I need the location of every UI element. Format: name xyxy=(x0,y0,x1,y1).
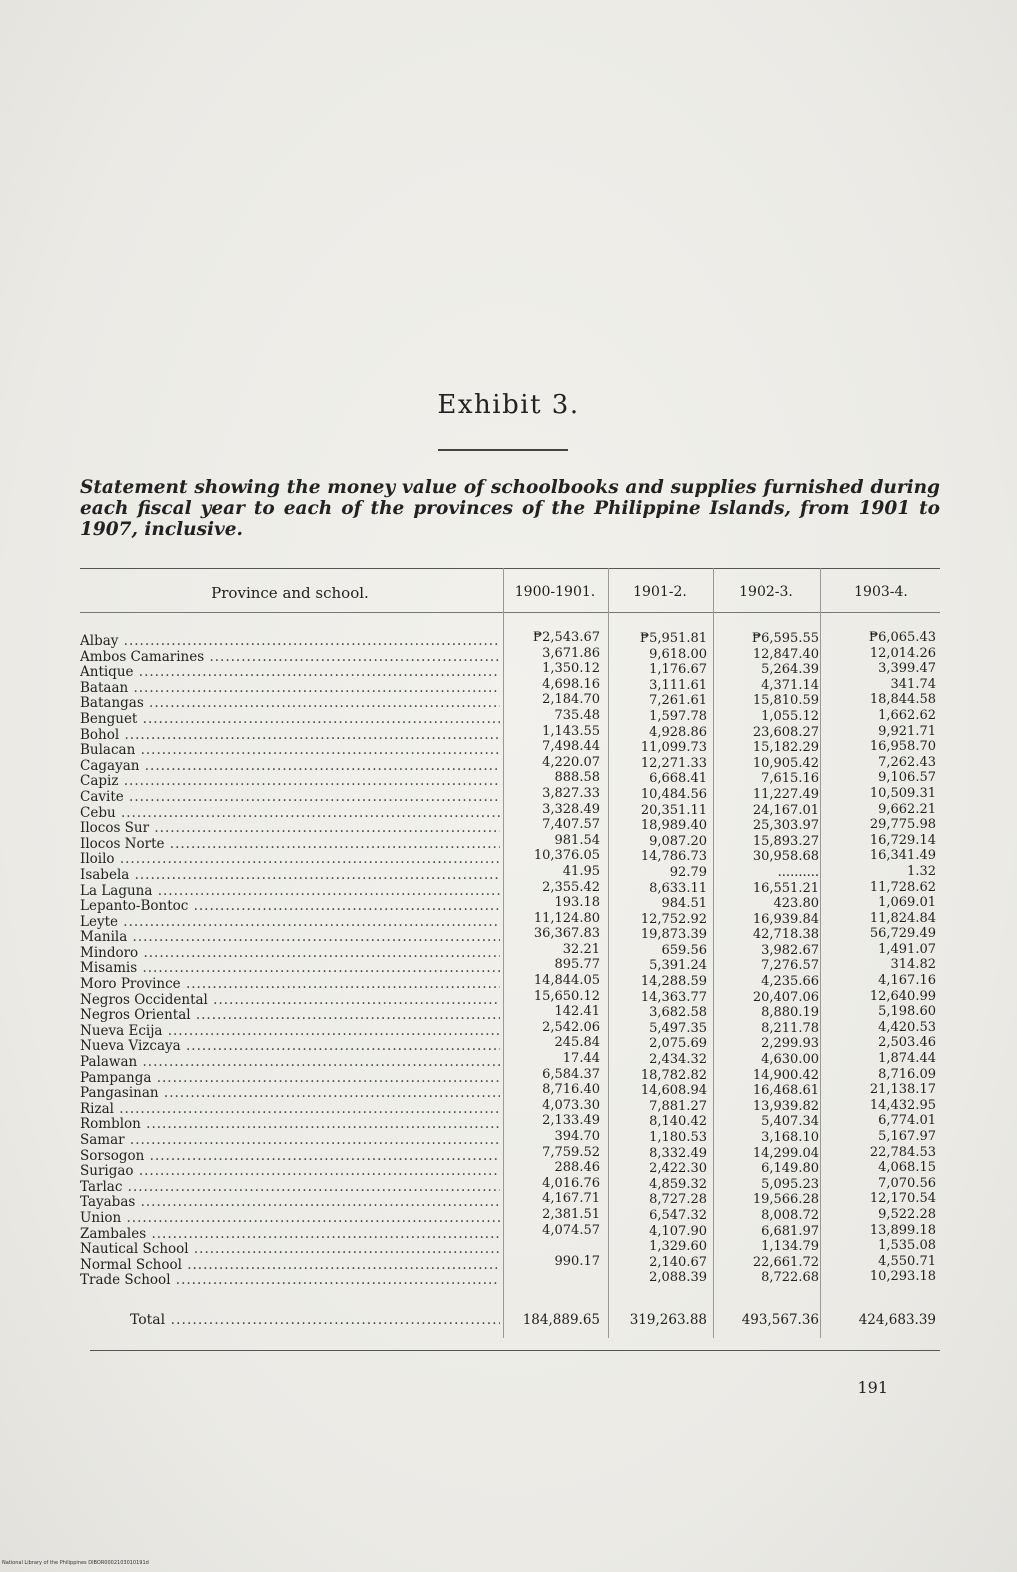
table-cell: 8,716.09 xyxy=(878,1066,936,1082)
table-cell: 8,140.42 xyxy=(649,1114,707,1130)
table-cell: 7,881.27 xyxy=(649,1098,707,1114)
table-cell: 4,420.53 xyxy=(878,1019,936,1035)
table-cell: 1,055.12 xyxy=(761,708,819,724)
table-cell: 8,722.68 xyxy=(761,1270,819,1286)
table-cell: 11,728.62 xyxy=(869,879,936,895)
table-cell: 394.70 xyxy=(554,1129,600,1144)
table-cell: 3,827.33 xyxy=(542,785,600,801)
table-cell: 984.51 xyxy=(661,896,707,912)
province-name: Samar ..... xyxy=(80,1133,500,1149)
table-cell: 2,434.32 xyxy=(649,1052,707,1068)
table-caption: Statement showing the money value of schoolbooks and supplies furnished during each fiscal year to each of the provinces of the Philippine Islands, from 1901 to 1907, inclusive. xyxy=(80,477,940,540)
table-cell: ₱6,065.43 xyxy=(868,630,936,645)
title-rule xyxy=(438,449,568,451)
table-cell: 6,547.32 xyxy=(649,1207,707,1223)
table-cell: 423.80 xyxy=(773,896,819,912)
total-1902-3: 493,567.36 xyxy=(741,1312,819,1328)
table-top-rule xyxy=(80,568,940,569)
table-cell: 56,729.49 xyxy=(869,926,936,942)
province-name: Nautical School ..... xyxy=(80,1242,500,1258)
table-cell: 2,355.42 xyxy=(542,879,600,895)
total-label: Total ..... xyxy=(130,1312,500,1328)
table-cell: 10,484.56 xyxy=(640,786,707,802)
table-cell: 21,138.17 xyxy=(869,1082,936,1098)
province-name: Romblon ..... xyxy=(80,1117,500,1133)
values-1900-1901 xyxy=(505,630,600,1285)
table-cell: 42,718.38 xyxy=(752,927,819,943)
province-name: Ilocos Sur ..... xyxy=(80,821,500,837)
table-cell: 11,099.73 xyxy=(640,740,707,756)
table-cell: 12,014.26 xyxy=(869,645,936,661)
province-name: Trade School ..... xyxy=(80,1273,500,1289)
table-cell: 12,640.99 xyxy=(869,988,936,1004)
table-cell: 1,350.12 xyxy=(542,661,600,677)
table-cell: 193.18 xyxy=(554,895,600,911)
table-cell: 2,075.69 xyxy=(649,1036,707,1052)
table-cell: 7,615.16 xyxy=(761,771,819,787)
table-cell: 12,170.54 xyxy=(869,1191,936,1207)
table-cell: ₱6,595.55 xyxy=(751,631,819,646)
table-cell: 25,303.97 xyxy=(752,818,819,834)
province-name: Bulacan ..... xyxy=(80,743,500,759)
table-cell: 7,070.56 xyxy=(878,1175,936,1191)
table-cell: 7,407.57 xyxy=(542,817,600,833)
table-cell: 2,542.06 xyxy=(542,1019,600,1035)
province-name: Bataan ..... xyxy=(80,681,500,697)
table-cell: 14,432.95 xyxy=(869,1097,936,1113)
table-cell: 41.95 xyxy=(562,863,600,879)
table-cell: 3,682.58 xyxy=(649,1005,707,1021)
column-divider xyxy=(503,568,504,1338)
table-cell: 19,566.28 xyxy=(752,1192,819,1208)
province-name: Manila ..... xyxy=(80,930,500,946)
table-cell: 3,982.67 xyxy=(761,942,819,958)
province-name: Ambos Camarines ..... xyxy=(80,650,500,666)
table-cell: 990.17 xyxy=(554,1253,600,1269)
table-cell: 895.77 xyxy=(554,957,600,973)
table-cell: 1,662.62 xyxy=(878,707,936,723)
values-1902-3 xyxy=(715,631,819,1286)
table-cell: 1,874.44 xyxy=(878,1051,936,1067)
province-name: Mindoro ..... xyxy=(80,946,500,962)
table-cell: 4,550.71 xyxy=(878,1253,936,1269)
province-name: Rizal ..... xyxy=(80,1102,500,1118)
table-cell: 16,958.70 xyxy=(869,739,936,755)
table-cell: ₱2,543.67 xyxy=(532,630,600,645)
table-cell: 1,535.08 xyxy=(878,1238,936,1254)
table-cell: 20,351.11 xyxy=(640,802,707,818)
column-divider xyxy=(713,568,714,1338)
table-cell: 2,133.49 xyxy=(542,1113,600,1129)
table-cell: 17.44 xyxy=(562,1051,600,1067)
province-name: Cagayan ..... xyxy=(80,759,500,775)
table-cell: 4,074.57 xyxy=(542,1222,600,1238)
table-cell: 16,551.21 xyxy=(752,880,819,896)
table-cell: 14,844.05 xyxy=(533,973,600,989)
table-cell: 4,859.32 xyxy=(649,1176,707,1192)
table-cell: 10,509.31 xyxy=(869,785,936,801)
province-name: Negros Oriental ..... xyxy=(80,1008,500,1024)
table-cell: 1,180.53 xyxy=(649,1130,707,1145)
province-name: Benguet ..... xyxy=(80,712,500,728)
exhibit-title: Exhibit 3. xyxy=(437,390,580,420)
total-1900-1901: 184,889.65 xyxy=(522,1312,600,1328)
table-cell: 142.41 xyxy=(554,1004,600,1020)
table-bottom-rule xyxy=(90,1350,940,1351)
table-cell: 659.56 xyxy=(661,942,707,958)
table-cell: 2,503.46 xyxy=(878,1035,936,1051)
table-cell: 8,880.19 xyxy=(761,1005,819,1021)
table-cell: 2,184.70 xyxy=(542,692,600,708)
province-name: Misamis ..... xyxy=(80,961,500,977)
table-cell: 14,299.04 xyxy=(752,1145,819,1161)
table-cell: 22,661.72 xyxy=(752,1254,819,1270)
table-cell: 15,182.29 xyxy=(752,740,819,756)
table-cell: 5,391.24 xyxy=(649,958,707,974)
table-cell: 16,341.49 xyxy=(869,848,936,864)
table-cell: 4,073.30 xyxy=(542,1097,600,1113)
values-1901-2 xyxy=(610,631,707,1286)
table-cell: 23,608.27 xyxy=(752,724,819,740)
table-cell: 5,407.34 xyxy=(761,1114,819,1130)
province-name: Lepanto-Bontoc ..... xyxy=(80,899,500,915)
table-cell: 2,299.93 xyxy=(761,1036,819,1052)
header-1901-2: 1901-2. xyxy=(633,584,687,600)
table-cell: 14,900.42 xyxy=(752,1067,819,1083)
header-1903-4: 1903-4. xyxy=(854,584,908,600)
table-cell: 2,088.39 xyxy=(649,1270,707,1286)
table-cell: 12,847.40 xyxy=(752,646,819,662)
province-name: Albay ..... xyxy=(80,634,500,650)
table-cell: 4,167.16 xyxy=(878,973,936,989)
table-cell: 11,227.49 xyxy=(752,786,819,802)
province-name: Tarlac ..... xyxy=(80,1180,500,1196)
table-cell: 14,288.59 xyxy=(640,974,707,990)
table-cell: 29,775.98 xyxy=(869,817,936,833)
table-cell: 1,491.07 xyxy=(878,941,936,957)
province-name: Moro Province ..... xyxy=(80,977,500,993)
table-cell xyxy=(505,1238,600,1254)
province-name: Nueva Ecija ..... xyxy=(80,1024,500,1040)
table-cell: 13,939.82 xyxy=(752,1098,819,1114)
table-cell: 8,716.40 xyxy=(542,1082,600,1098)
province-name: Batangas ..... xyxy=(80,696,500,712)
province-name: Ilocos Norte ..... xyxy=(80,837,500,853)
table-cell: 3,328.49 xyxy=(542,801,600,817)
table-cell: 9,618.00 xyxy=(649,646,707,662)
table-cell: 888.58 xyxy=(554,770,600,786)
province-name: Iloilo ..... xyxy=(80,852,500,868)
province-name: Nueva Vizcaya ..... xyxy=(80,1039,500,1055)
table-cell: 4,016.76 xyxy=(542,1175,600,1191)
table-cell: 32.21 xyxy=(562,941,600,957)
table-cell: 8,633.11 xyxy=(649,880,707,896)
table-cell: 2,422.30 xyxy=(649,1161,707,1177)
province-name: Isabela ..... xyxy=(80,868,500,884)
table-cell: 4,698.16 xyxy=(542,676,600,692)
table-cell: 3,111.61 xyxy=(649,677,707,693)
page-number: 191 xyxy=(857,1378,888,1397)
table-cell: 10,293.18 xyxy=(869,1269,936,1285)
province-name: Pampanga ..... xyxy=(80,1071,500,1087)
table-cell: 7,498.44 xyxy=(542,739,600,755)
header-1900-1901: 1900-1901. xyxy=(514,584,596,600)
table-cell: 4,630.00 xyxy=(761,1052,819,1068)
table-cell: 16,729.14 xyxy=(869,832,936,848)
table-cell: 3,399.47 xyxy=(878,661,936,677)
province-name: Normal School ..... xyxy=(80,1258,500,1274)
table-cell: 19,873.39 xyxy=(640,927,707,943)
table-cell: 7,262.43 xyxy=(878,754,936,770)
table-cell: 9,522.28 xyxy=(878,1206,936,1222)
province-name: Leyte ..... xyxy=(80,915,500,931)
table-cell: 15,893.27 xyxy=(752,833,819,849)
table-cell: 1,597.78 xyxy=(649,708,707,724)
table-cell: 18,989.40 xyxy=(640,818,707,834)
table-cell: 20,407.06 xyxy=(752,989,819,1005)
table-cell: 8,008.72 xyxy=(761,1207,819,1223)
table-cell: 8,211.78 xyxy=(761,1020,819,1036)
table-cell: 981.54 xyxy=(554,832,600,848)
table-cell: 30,958.68 xyxy=(752,849,819,865)
table-cell: 14,363.77 xyxy=(640,989,707,1005)
table-cell: 7,276.57 xyxy=(761,958,819,974)
table-cell: 9,921.71 xyxy=(878,723,936,739)
table-cell: 6,668.41 xyxy=(649,771,707,787)
table-cell: 16,939.84 xyxy=(752,911,819,927)
table-cell: 14,786.73 xyxy=(640,849,707,865)
table-cell: 5,264.39 xyxy=(761,662,819,678)
table-cell: 9,106.57 xyxy=(878,770,936,786)
table-cell: 288.46 xyxy=(554,1160,600,1176)
province-name: Palawan ..... xyxy=(80,1055,500,1071)
table-cell: 14,608.94 xyxy=(640,1083,707,1099)
table-cell: 1,134.79 xyxy=(761,1239,819,1255)
table-cell: 16,468.61 xyxy=(752,1083,819,1099)
table-cell: 3,671.86 xyxy=(542,645,600,661)
table-cell: 6,774.01 xyxy=(878,1113,936,1129)
table-cell: 12,752.92 xyxy=(640,911,707,927)
table-cell: 9,662.21 xyxy=(878,801,936,817)
province-name: Surigao ..... xyxy=(80,1164,500,1180)
table-cell: 13,899.18 xyxy=(869,1222,936,1238)
table-cell: 7,261.61 xyxy=(649,693,707,709)
province-name: Union ..... xyxy=(80,1211,500,1227)
table-cell: ₱5,951.81 xyxy=(639,631,707,646)
province-name: Pangasinan ..... xyxy=(80,1086,500,1102)
table-cell: .......... xyxy=(777,864,819,880)
table-cell: 8,332.49 xyxy=(649,1145,707,1161)
province-name: Negros Occidental ..... xyxy=(80,993,500,1009)
table-cell: 5,497.35 xyxy=(649,1020,707,1036)
table-cell: 4,235.66 xyxy=(761,974,819,990)
table-cell: 4,068.15 xyxy=(878,1160,936,1176)
table-cell: 735.48 xyxy=(554,707,600,723)
table-cell: 2,381.51 xyxy=(542,1206,600,1222)
table-cell: 1.32 xyxy=(907,863,936,879)
table-cell: 11,124.80 xyxy=(533,910,600,926)
table-cell: 5,167.97 xyxy=(878,1129,936,1144)
table-cell: 5,095.23 xyxy=(761,1176,819,1192)
total-1901-2: 319,263.88 xyxy=(629,1312,707,1328)
table-cell: 12,271.33 xyxy=(640,755,707,771)
table-cell: 5,198.60 xyxy=(878,1004,936,1020)
table-cell: 4,167.71 xyxy=(542,1191,600,1207)
table-cell: 18,844.58 xyxy=(869,692,936,708)
table-cell: 2,140.67 xyxy=(649,1254,707,1270)
table-cell: 9,087.20 xyxy=(649,833,707,849)
table-cell: 1,329.60 xyxy=(649,1239,707,1255)
values-1903-4 xyxy=(822,630,936,1285)
table-cell: 92.79 xyxy=(669,864,707,880)
table-cell: 4,371.14 xyxy=(761,677,819,693)
table-cell: 7,759.52 xyxy=(542,1144,600,1160)
table-cell: 1,176.67 xyxy=(649,662,707,678)
scan-footer: National Library of the Philippines DIBOR0002103010191d xyxy=(2,1560,149,1566)
table-cell: 8,727.28 xyxy=(649,1192,707,1208)
table-cell: 6,681.97 xyxy=(761,1223,819,1239)
table-cell: 341.74 xyxy=(890,676,936,692)
column-divider xyxy=(608,568,609,1338)
province-name: Capiz ..... xyxy=(80,774,500,790)
province-name: Bohol ..... xyxy=(80,728,500,744)
header-province: Province and school. xyxy=(211,584,369,602)
province-name: Cebu ..... xyxy=(80,806,500,822)
table-cell: 1,069.01 xyxy=(878,895,936,911)
province-names-column xyxy=(80,634,500,1289)
table-cell: 6,149.80 xyxy=(761,1161,819,1177)
table-cell: 10,376.05 xyxy=(533,848,600,864)
table-cell: 15,810.59 xyxy=(752,693,819,709)
province-name: Zambales ..... xyxy=(80,1227,500,1243)
table-cell: 6,584.37 xyxy=(542,1066,600,1082)
table-cell: 4,220.07 xyxy=(542,754,600,770)
table-cell: 10,905.42 xyxy=(752,755,819,771)
province-name: Antique ..... xyxy=(80,665,500,681)
province-name: La Laguna ..... xyxy=(80,884,500,900)
table-header-rule xyxy=(80,612,940,613)
table-cell: 1,143.55 xyxy=(542,723,600,739)
table-cell: 18,782.82 xyxy=(640,1067,707,1083)
table-cell xyxy=(505,1269,600,1285)
province-name: Tayabas ..... xyxy=(80,1195,500,1211)
header-1902-3: 1902-3. xyxy=(739,584,793,600)
column-divider xyxy=(820,568,821,1338)
province-name: Cavite ..... xyxy=(80,790,500,806)
table-cell: 24,167.01 xyxy=(752,802,819,818)
table-cell: 3,168.10 xyxy=(761,1130,819,1145)
total-1903-4: 424,683.39 xyxy=(858,1312,936,1328)
table-cell: 4,928.86 xyxy=(649,724,707,740)
table-cell: 36,367.83 xyxy=(533,926,600,942)
table-cell: 245.84 xyxy=(554,1035,600,1051)
table-cell: 11,824.84 xyxy=(869,910,936,926)
table-cell: 15,650.12 xyxy=(533,988,600,1004)
province-name: Sorsogon ..... xyxy=(80,1149,500,1165)
table-cell: 4,107.90 xyxy=(649,1223,707,1239)
table-cell: 22,784.53 xyxy=(869,1144,936,1160)
table-cell: 314.82 xyxy=(890,957,936,973)
